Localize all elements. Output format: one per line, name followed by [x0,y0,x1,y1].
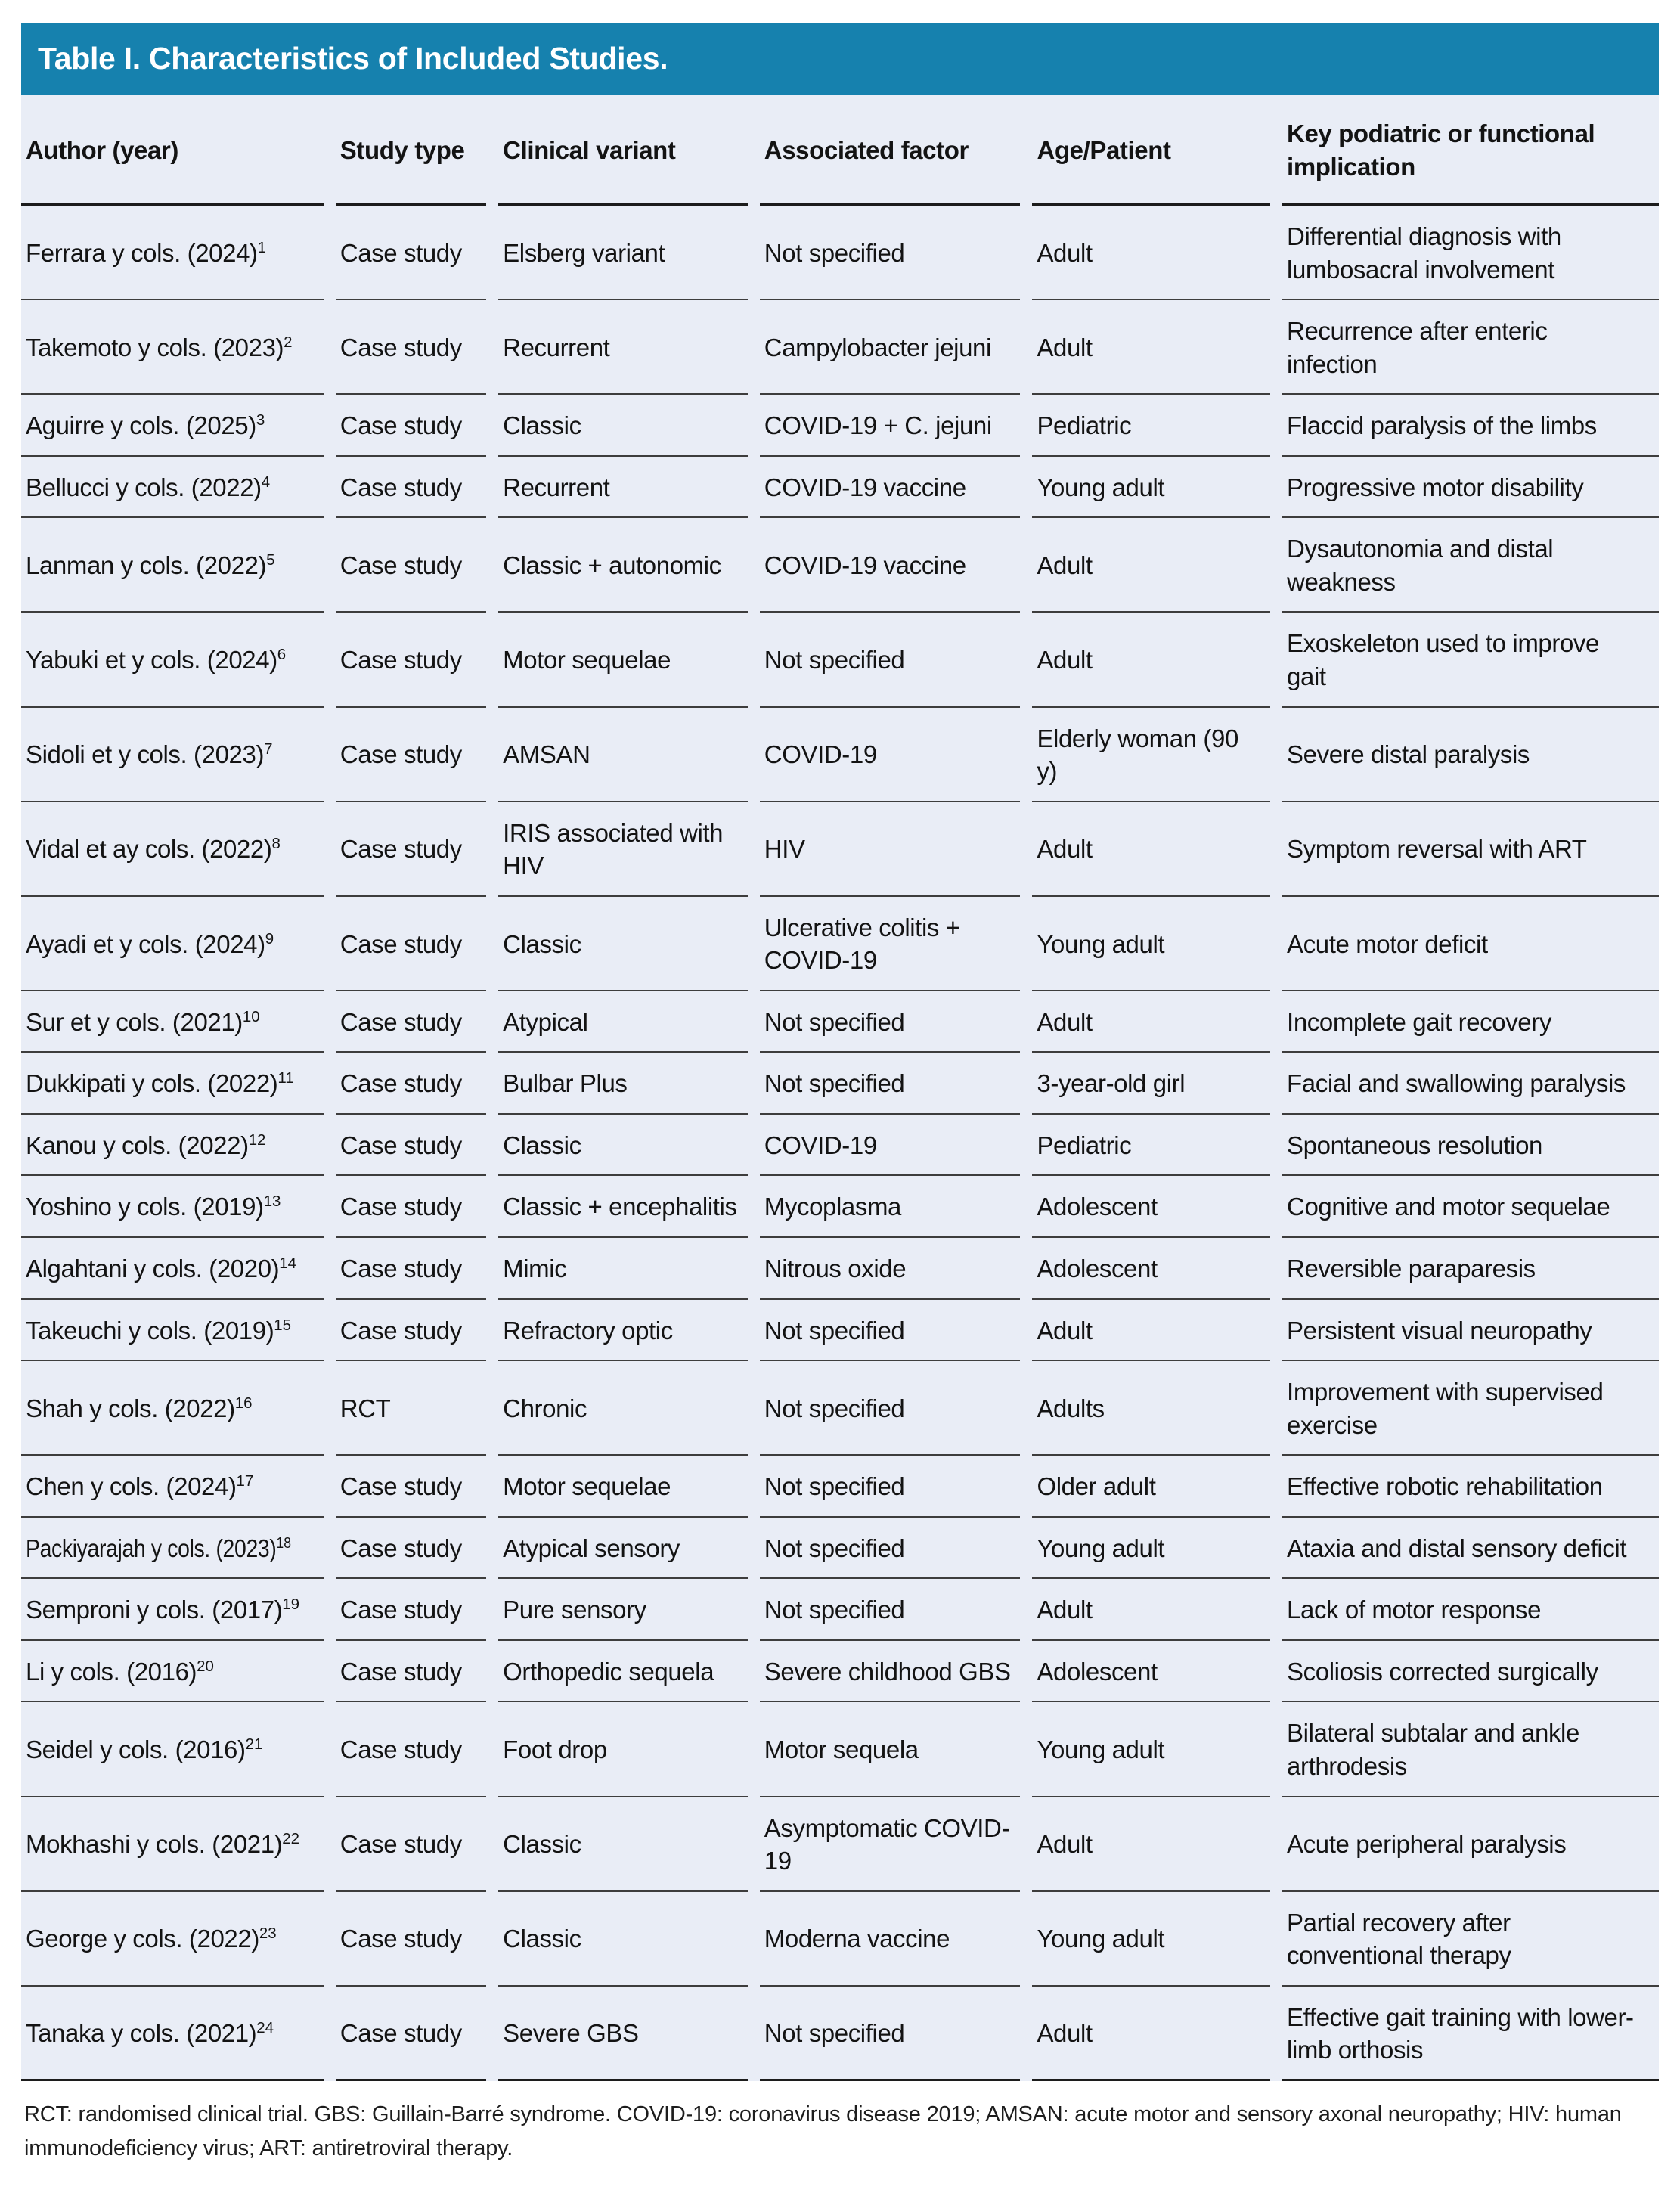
implication-cell: Cognitive and motor sequelae [1282,1176,1659,1238]
associated-factor-cell: Campylobacter jejuni [760,300,1033,395]
author-cell [21,1456,336,1518]
author-cell [21,518,336,613]
reference-superscript: 4 [261,473,271,491]
associated-factor-cell: Not specified [760,1053,1033,1115]
age-patient-cell: Young adult [1032,1702,1282,1797]
associated-factor-cell: COVID-19 vaccine [760,518,1033,613]
associated-factor-cell: Moderna vaccine [760,1892,1033,1987]
study-type-cell: Case study [336,897,498,991]
clinical-variant-cell: Classic [498,395,760,457]
table-row [21,1641,1659,1703]
implication-cell: Persistent visual neuropathy [1282,1300,1659,1362]
associated-factor-cell: Motor sequela [760,1702,1033,1797]
implication-cell: Effective robotic rehabilitation [1282,1456,1659,1518]
reference-superscript: 21 [245,1735,263,1754]
associated-factor-cell: Not specified [760,613,1033,707]
implication-cell: Severe distal paralysis [1282,708,1659,802]
table-title-bar [21,23,1659,95]
author-cell [21,1518,336,1580]
clinical-variant-cell: Elsberg variant [498,206,760,300]
associated-factor-cell: COVID-19 + C. jejuni [760,395,1033,457]
reference-superscript: 16 [234,1394,253,1412]
implication-cell: Bilateral subtalar and ankle arthrodesis [1282,1702,1659,1797]
author-cell [21,1238,336,1300]
implication-cell: Acute peripheral paralysis [1282,1797,1659,1892]
column-header-4: Associated factor [760,95,1033,206]
table-row [21,1518,1659,1580]
reference-superscript: 11 [277,1069,294,1087]
author-cell [21,1702,336,1797]
associated-factor-cell: Mycoplasma [760,1176,1033,1238]
table-row [21,897,1659,991]
table-row [21,206,1659,300]
implication-cell: Reversible paraparesis [1282,1238,1659,1300]
author-cell [21,1892,336,1987]
table-row [21,1238,1659,1300]
study-type-cell: Case study [336,1892,498,1987]
author-text: Yoshino y cols. $(2019)^{13}$ [26,1193,281,1221]
age-patient-cell: Young adult [1032,897,1282,991]
author-cell [21,300,336,395]
associated-factor-cell: Ulcerative colitis + COVID-19 [760,897,1033,991]
study-type-cell: Case study [336,395,498,457]
clinical-variant-cell: Mimic [498,1238,760,1300]
author-text: Kanou y cols. $(2022)^{12}$ [26,1131,266,1159]
associated-factor-cell: COVID-19 vaccine [760,457,1033,519]
column-header-5: Age/Patient [1032,95,1282,206]
study-type-cell: Case study [336,1641,498,1703]
age-patient-cell: Adolescent [1032,1641,1282,1703]
author-text: Ayadi et y cols. $(2024)^9$ [26,929,274,958]
table-header [21,95,1659,206]
table-row [21,1456,1659,1518]
study-type-cell: Case study [336,1115,498,1177]
implication-cell: Partial recovery after conventional therapy [1282,1892,1659,1987]
author-text: Sur et y cols. $(2021)^{10}$ [26,1007,260,1036]
author-text: Sidoli et y cols. $(2023)^7$ [26,740,273,769]
clinical-variant-cell: Motor sequelae [498,1456,760,1518]
study-type-cell: Case study [336,1797,498,1892]
implication-cell: Incomplete gait recovery [1282,991,1659,1053]
associated-factor-cell: Asymptomatic COVID-19 [760,1797,1033,1892]
clinical-variant-cell: Orthopedic sequela [498,1641,760,1703]
study-type-cell: Case study [336,206,498,300]
associated-factor-cell: Not specified [760,1518,1033,1580]
table-row [21,802,1659,897]
implication-cell: Scoliosis corrected surgically [1282,1641,1659,1703]
reference-superscript: 10 [242,1007,260,1025]
reference-superscript: 9 [265,929,274,948]
implication-cell: Acute motor deficit [1282,897,1659,991]
reference-superscript: 17 [236,1472,254,1490]
study-type-cell: Case study [336,708,498,802]
table-row [21,1115,1659,1177]
implication-cell: Symptom reversal with ART [1282,802,1659,897]
reference-superscript: 1 [257,238,267,256]
table-row [21,1053,1659,1115]
age-patient-cell: Adult [1032,1579,1282,1641]
study-type-cell: Case study [336,1300,498,1362]
author-text: Lanman y cols. $(2022)^5$ [26,551,275,580]
implication-cell: Flaccid paralysis of the limbs [1282,395,1659,457]
associated-factor-cell: Not specified [760,1456,1033,1518]
associated-factor-cell: Not specified [760,1987,1033,2081]
study-type-cell: Case study [336,1053,498,1115]
associated-factor-cell: Not specified [760,1300,1033,1362]
author-cell [21,1115,336,1177]
clinical-variant-cell: IRIS associated with HIV [498,802,760,897]
associated-factor-cell: Not specified [760,1361,1033,1456]
reference-superscript: 22 [282,1830,300,1848]
author-cell [21,1641,336,1703]
clinical-variant-cell: Recurrent [498,300,760,395]
age-patient-cell: Adult [1032,991,1282,1053]
age-patient-cell: Adult [1032,1797,1282,1892]
associated-factor-cell: HIV [760,802,1033,897]
table-row [21,991,1659,1053]
associated-factor-cell: Severe childhood GBS [760,1641,1033,1703]
clinical-variant-cell: Atypical sensory [498,1518,760,1580]
table-title: Table I. Characteristics of Included Studies. [38,41,668,76]
age-patient-cell: Adult [1032,613,1282,707]
author-text: Li y cols. $(2016)^{20}$ [26,1657,214,1686]
author-text: Ferrara y cols. $(2024)^1$ [26,238,267,267]
reference-superscript: 13 [263,1193,281,1211]
author-cell [21,1176,336,1238]
table-row [21,1579,1659,1641]
implication-cell: Spontaneous resolution [1282,1115,1659,1177]
reference-superscript: 24 [256,2019,274,2037]
age-patient-cell: Young adult [1032,457,1282,519]
study-type-cell: Case study [336,802,498,897]
author-cell [21,991,336,1053]
table-row [21,613,1659,707]
associated-factor-cell: COVID-19 [760,708,1033,802]
age-patient-cell: Adolescent [1032,1238,1282,1300]
clinical-variant-cell: Atypical [498,991,760,1053]
author-text: Tanaka y cols. $(2021)^{24}$ [26,2019,274,2048]
author-cell [21,1987,336,2081]
author-text: Algahtani y cols. $(2020)^{14}$ [26,1255,296,1283]
clinical-variant-cell: Classic + autonomic [498,518,760,613]
reference-superscript: 12 [248,1131,266,1149]
author-cell [21,897,336,991]
reference-superscript: 19 [282,1596,300,1614]
reference-superscript: 15 [274,1316,292,1334]
author-cell [21,395,336,457]
age-patient-cell: 3-year-old girl [1032,1053,1282,1115]
study-type-cell: Case study [336,300,498,395]
associated-factor-cell: COVID-19 [760,1115,1033,1177]
author-text: Packiyarajah y cols. $(2023)^{18}$ [26,1534,291,1562]
age-patient-cell: Adult [1032,300,1282,395]
column-header-2: Study type [336,95,498,206]
table-row [21,457,1659,519]
associated-factor-cell: Not specified [760,206,1033,300]
author-cell [21,802,336,897]
implication-cell: Progressive motor disability [1282,457,1659,519]
author-cell [21,708,336,802]
age-patient-cell: Adult [1032,206,1282,300]
age-patient-cell: Pediatric [1032,395,1282,457]
table-row [21,1361,1659,1456]
age-patient-cell: Older adult [1032,1456,1282,1518]
reference-superscript: 18 [276,1534,291,1552]
implication-cell: Improvement with supervised exercise [1282,1361,1659,1456]
author-text: Mokhashi y cols. $(2021)^{22}$ [26,1830,300,1859]
table-row [21,1702,1659,1797]
author-text: Semproni y cols. $(2017)^{19}$ [26,1596,300,1624]
study-type-cell: Case study [336,1456,498,1518]
clinical-variant-cell: AMSAN [498,708,760,802]
clinical-variant-cell: Chronic [498,1361,760,1456]
author-text: Takeuchi y cols. $(2019)^{15}$ [26,1316,292,1345]
study-type-cell: Case study [336,1579,498,1641]
table-row [21,1987,1659,2081]
author-text: Seidel y cols. $(2016)^{21}$ [26,1735,263,1764]
author-text: Shah y cols. $(2022)^{16}$ [26,1394,253,1422]
clinical-variant-cell: Severe GBS [498,1987,760,2081]
age-patient-cell: Adult [1032,1300,1282,1362]
implication-cell: Lack of motor response [1282,1579,1659,1641]
implication-cell: Ataxia and distal sensory deficit [1282,1518,1659,1580]
author-text: Dukkipati y cols. $(2022)^{11}$ [26,1069,294,1098]
author-text: Takemoto y cols. $(2023)^2$ [26,333,293,361]
study-type-cell: Case study [336,1702,498,1797]
reference-superscript: 3 [256,411,265,430]
column-header-6: Key podiatric or functional implication [1282,95,1659,206]
clinical-variant-cell: Recurrent [498,457,760,519]
table-row [21,1176,1659,1238]
implication-cell: Recurrence after enteric infection [1282,300,1659,395]
author-cell [21,613,336,707]
age-patient-cell: Adult [1032,518,1282,613]
reference-superscript: 5 [266,551,275,569]
study-type-cell: Case study [336,613,498,707]
study-type-cell: Case study [336,991,498,1053]
clinical-variant-cell: Classic [498,897,760,991]
associated-factor-cell: Not specified [760,991,1033,1053]
implication-cell: Differential diagnosis with lumbosacral involvement [1282,206,1659,300]
study-type-cell: Case study [336,518,498,613]
column-header-1: Author (year) [21,95,336,206]
clinical-variant-cell: Refractory optic [498,1300,760,1362]
author-cell [21,1361,336,1456]
age-patient-cell: Adults [1032,1361,1282,1456]
clinical-variant-cell: Foot drop [498,1702,760,1797]
table-row [21,708,1659,802]
study-type-cell: Case study [336,1987,498,2081]
table-row [21,518,1659,613]
age-patient-cell: Young adult [1032,1892,1282,1987]
author-cell [21,206,336,300]
clinical-variant-cell: Classic [498,1797,760,1892]
reference-superscript: 2 [284,333,293,351]
associated-factor-cell: Not specified [760,1579,1033,1641]
study-type-cell: Case study [336,1176,498,1238]
clinical-variant-cell: Classic [498,1892,760,1987]
header-row [21,95,1659,206]
reference-superscript: 6 [277,646,287,664]
table-row [21,1892,1659,1987]
implication-cell: Dysautonomia and distal weakness [1282,518,1659,613]
column-header-3: Clinical variant [498,95,760,206]
study-type-cell: Case study [336,1238,498,1300]
table-row [21,1300,1659,1362]
associated-factor-cell: Nitrous oxide [760,1238,1033,1300]
author-text: Vidal et ay cols. $(2022)^8$ [26,835,281,864]
clinical-variant-cell: Classic [498,1115,760,1177]
author-cell [21,1053,336,1115]
table-body [21,206,1659,2081]
implication-cell: Effective gait training with lower-limb orthosis [1282,1987,1659,2081]
clinical-variant-cell: Motor sequelae [498,613,760,707]
table-row [21,395,1659,457]
author-text: Aguirre y cols. $(2025)^3$ [26,411,265,440]
reference-superscript: 23 [259,1925,277,1943]
reference-superscript: 8 [271,835,281,853]
author-text: Bellucci y cols. $(2022)^4$ [26,473,271,501]
age-patient-cell: Pediatric [1032,1115,1282,1177]
author-text: Chen y cols. $(2024)^{17}$ [26,1472,254,1501]
study-type-cell: RCT [336,1361,498,1456]
clinical-variant-cell: Bulbar Plus [498,1053,760,1115]
age-patient-cell: Elderly woman (90 y) [1032,708,1282,802]
table-row [21,300,1659,395]
clinical-variant-cell: Classic + encephalitis [498,1176,760,1238]
age-patient-cell: Adolescent [1032,1176,1282,1238]
study-type-cell: Case study [336,1518,498,1580]
author-text: George y cols. $(2022)^{23}$ [26,1925,277,1953]
age-patient-cell: Adult [1032,1987,1282,2081]
table-footnote: RCT: randomised clinical trial. GBS: Guillain-Barré syndrome. COVID-19: coronavirus disease 2019; AMSAN: acute motor and sensory axonal neuropathy; HIV: human immunodeficiency virus; ART: antiretroviral therapy. [24,2101,1622,2160]
implication-cell: Exoskeleton used to improve gait [1282,613,1659,707]
study-type-cell: Case study [336,457,498,519]
included-studies-table [21,95,1659,2081]
author-cell [21,1797,336,1892]
reference-superscript: 14 [279,1255,296,1273]
reference-superscript: 7 [264,740,273,758]
age-patient-cell: Adult [1032,802,1282,897]
age-patient-cell: Young adult [1032,1518,1282,1580]
reference-superscript: 20 [197,1657,214,1675]
author-text: Yabuki et y cols. $(2024)^6$ [26,646,287,675]
author-cell [21,1300,336,1362]
author-cell [21,1579,336,1641]
implication-cell: Facial and swallowing paralysis [1282,1053,1659,1115]
author-cell [21,457,336,519]
table-row [21,1797,1659,1892]
clinical-variant-cell: Pure sensory [498,1579,760,1641]
